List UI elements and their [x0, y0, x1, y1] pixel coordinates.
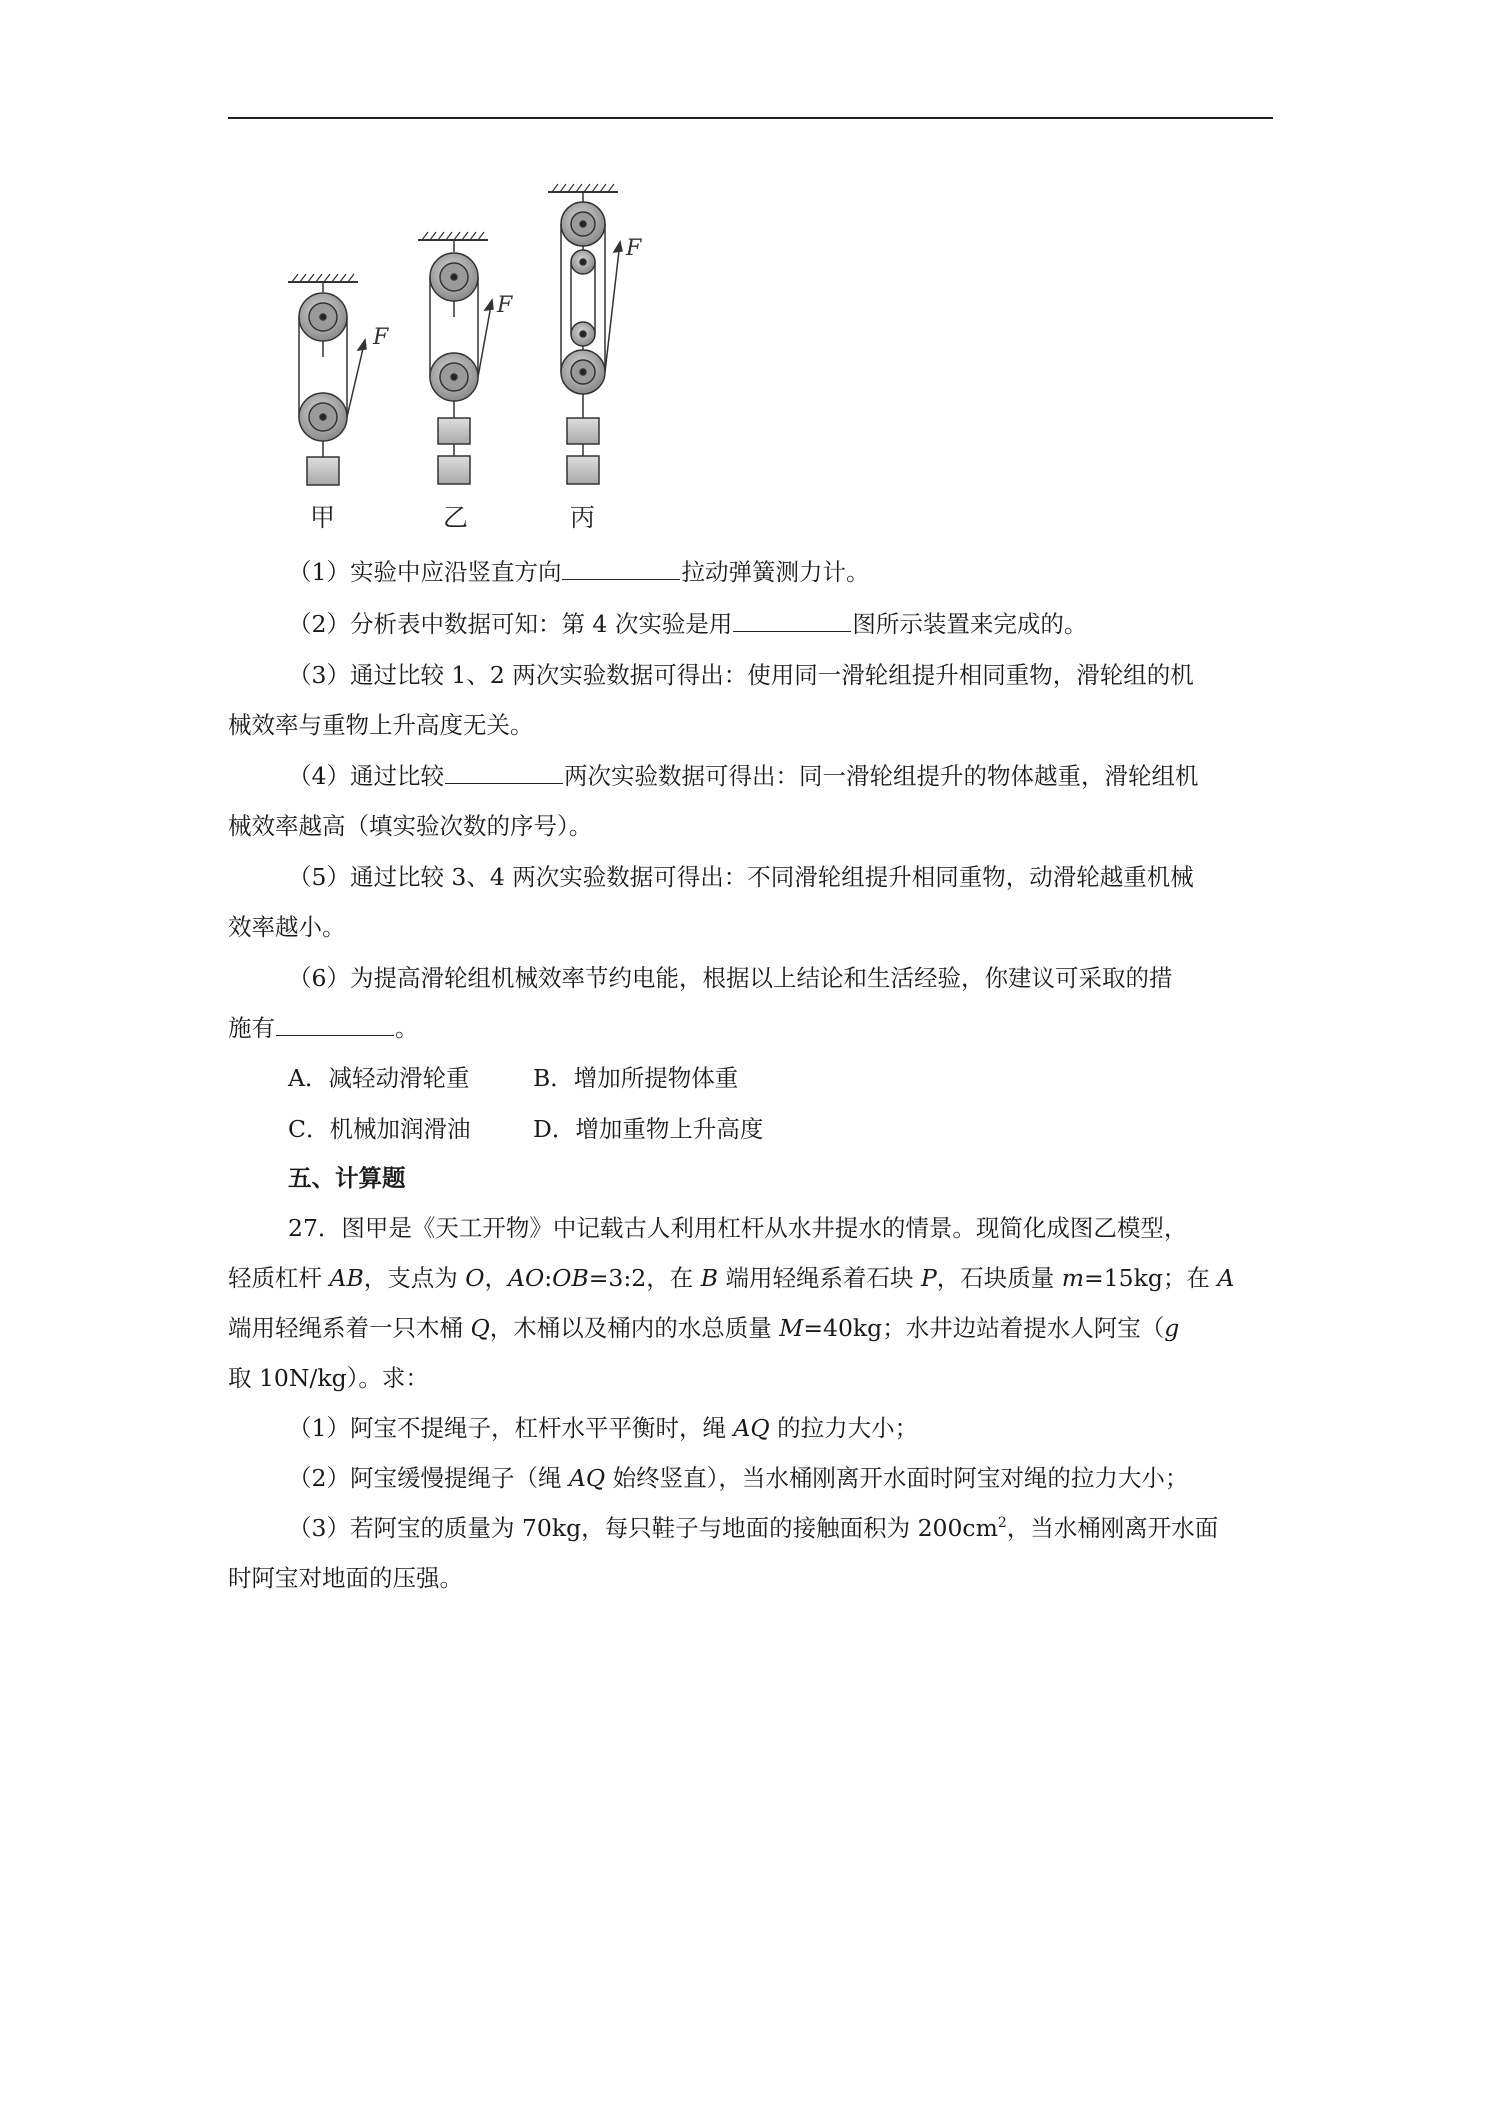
option-d: D．增加重物上升高度 [533, 1115, 764, 1143]
q26-part5-line2: 效率越小。 [228, 913, 346, 941]
answer-blank-1[interactable] [562, 557, 680, 580]
q27-sub1: （1）阿宝不提绳子，杠杆水平平衡时，绳 AQ 的拉力大小； [288, 1414, 919, 1442]
q26-part3-line1: （3）通过比较 1、2 两次实验数据可得出：使用同一滑轮组提升相同重物，滑轮组的机 [288, 661, 1194, 689]
q27-line3: 端用轻绳系着一只木桶 Q，木桶以及桶内的水总质量 M=40kg；水井边站着提水人阿宝（g [228, 1314, 1180, 1342]
caption-bing: 丙 [570, 503, 596, 532]
q26-part6-line1: （6）为提高滑轮组机械效率节约电能，根据以上结论和生活经验，你建议可采取的措 [288, 964, 1173, 992]
option-c: C．机械加润滑油 [288, 1115, 471, 1143]
header-rule [228, 117, 1273, 119]
q27-sub2: （2）阿宝缓慢提绳子（绳 AQ 始终竖直），当水桶刚离开水面时阿宝对绳的拉力大小； [288, 1464, 1189, 1492]
section-title: 五、计算题 [288, 1164, 406, 1192]
force-label-jia: F [373, 325, 389, 350]
q27-line1: 27．图甲是《天工开物》中记载古人利用杠杆从水井提水的情景。现简化成图乙模型， [288, 1214, 1188, 1242]
q27-sub3-line1: （3）若阿宝的质量为 70kg，每只鞋子与地面的接触面积为 $200cm^2$，当水桶刚离开水面 [288, 1514, 1219, 1542]
q27-line4: 取 10N/kg）。求： [228, 1364, 429, 1392]
q27-sub3-line2: 时阿宝对地面的压强。 [228, 1564, 463, 1592]
caption-yi: 乙 [443, 503, 469, 532]
q26-part4-line2: 械效率越高（填实验次数的序号）。 [228, 812, 593, 840]
pulley-figure [270, 182, 670, 547]
q26-part3-line2: 械效率与重物上升高度无关。 [228, 711, 534, 739]
q26-part2: （2）分析表中数据可知：第 4 次实验是用 图所示装置来完成的。 [288, 610, 1088, 638]
pulley-system-jia [288, 274, 366, 485]
answer-blank-2[interactable] [733, 609, 851, 632]
caption-jia: 甲 [310, 503, 336, 532]
force-label-bing: F [626, 236, 642, 261]
option-a: A．减轻动滑轮重 [288, 1064, 470, 1092]
answer-blank-6[interactable] [276, 1013, 394, 1036]
pulley-system-yi [418, 232, 493, 484]
pulley-system-bing [548, 184, 622, 484]
force-label-yi: F [497, 293, 513, 318]
option-b: B．增加所提物体重 [533, 1064, 739, 1092]
q26-part5-line1: （5）通过比较 3、4 两次实验数据可得出：不同滑轮组提升相同重物，动滑轮越重机械 [288, 863, 1194, 891]
q26-part4: （4）通过比较 两次实验数据可得出：同一滑轮组提升的物体越重，滑轮组机 [288, 762, 1199, 790]
answer-blank-4[interactable] [445, 761, 563, 784]
q26-part1: （1）实验中应沿竖直方向 拉动弹簧测力计。 [288, 558, 870, 586]
q27-line2: 轻质杠杆 AB，支点为 O，AO:OB=3:2，在 B 端用轻绳系着石块 P，石块质量 m=15kg；在 A [228, 1264, 1235, 1292]
q26-part6-line2: 施有 。 [228, 1014, 419, 1042]
